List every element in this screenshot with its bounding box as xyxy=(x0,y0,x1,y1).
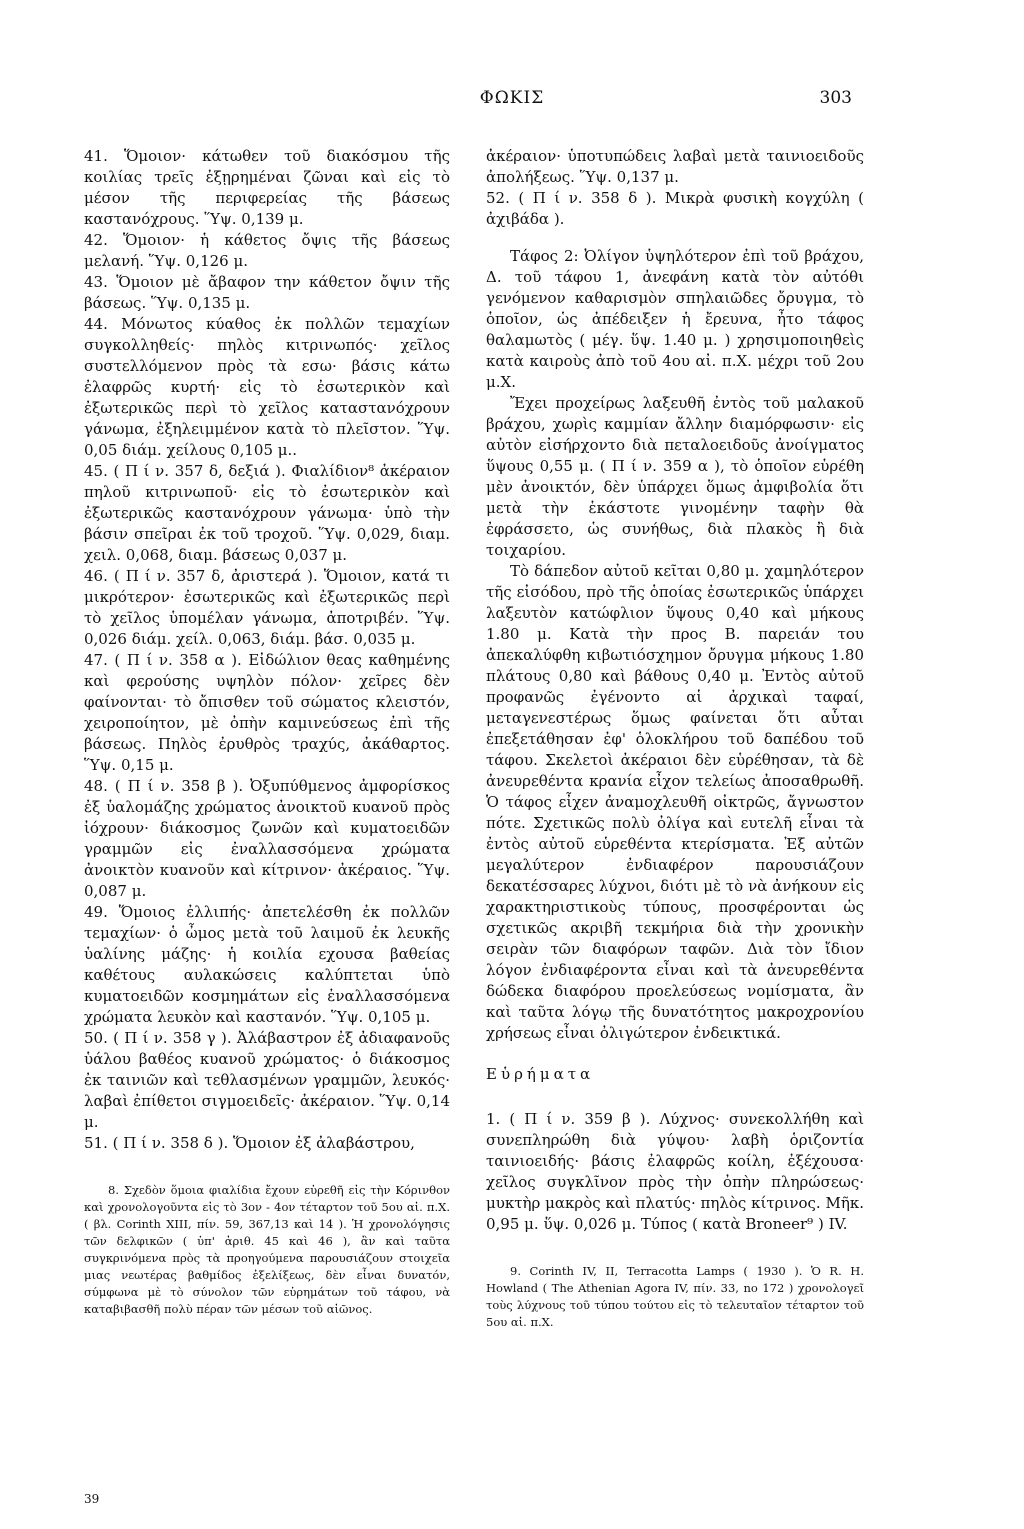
catalog-entry-44: 44. Μόνωτος κύαθος ἐκ πολλῶν τεμαχίων συγκολληθείς· πηλὸς κιτρινωπός· χεῖλος συστελλόμενον πρὸς τὰ εσω· βάσις κάτω ἐλαφρῶς κυρτή· εἰς τὸ ἐσωτερικὸν καὶ ἐξωτερικῶς περὶ τὸ χεῖλος καταστανόχρουν γάνωμα, ἐξηλειμμένον κατὰ τὸ πλεῖστον. Ὕψ. 0,05 διάμ. χείλους 0,105 μ.. xyxy=(84,315,450,459)
right-column xyxy=(486,146,864,1342)
catalog-entry-41: 41. Ὅμοιον· κάτωθεν τοῦ διακόσμου τῆς κοιλίας τρεῖς ἐξῃρημέναι ζῶναι καὶ εἰς τὸ μέσον τῆς περιφερείας τῆς βάσεως καστανόχρους. Ὕψ. 0,139 μ. xyxy=(84,147,450,228)
running-head: ΦΩΚΙΣ xyxy=(479,88,545,108)
catalog-entry-48: 48. ( Π ί ν. 358 β ). Ὀξυπύθμενος ἀμφορίσκος ἐξ ὑαλομάζης χρώματος ἀνοικτοῦ κυανοῦ πρὸς ἰόχρουν· διάκοσμος ζωνῶν καὶ κυματοειδῶν γραμμῶν εἰς ἐναλλασσόμενα χρώματα ἀνοικτὸν κυανοῦν καὶ κίτρινον· ἀκέραιος. Ὕψ. 0,087 μ. xyxy=(84,777,450,900)
catalog-entry-50: 50. ( Π ί ν. 358 γ ). Ἀλάβαστρον ἐξ ἀδιαφανοῦς ὑάλου βαθέος κυανοῦ χρώματος· ὁ διάκοσμος ἐκ ταινιῶν καὶ τεθλασμένων γραμμῶν, λευκός· λαβαὶ ἐπίθετοι σιγμοειδεῖς· ἀκέραιον. Ὕψ. 0,14 μ. xyxy=(84,1029,450,1131)
tomb-2-floor: Τὸ δάπεδον αὐτοῦ κεῖται 0,80 μ. χαμηλότερον τῆς εἰσόδου, πρὸ τῆς ὁποίας ἐσωτερικῶς ὑπάρχει λαξευτὸν κατώφλιον ὕψους 0,40 καὶ μήκους 1.80 μ. Κατὰ τὴν προς Β. παρειάν του ἀπεκαλύφθη κιβωτιόσχημον ὄρυγμα μήκους 1.80 πλάτους 0,80 καὶ βάθους 0,40 μ. Ἐντὸς αὐτοῦ προφανῶς ἐγένοντο αἱ ἀρχικαὶ ταφαί, μεταγενεστέρως ὅμως φαίνεται ὅτι αὗται ἐπεξετάθησαν ἐφ' ὁλοκλήρου τοῦ δαπέδου τοῦ τάφου. Σκελετοὶ ἀκέραιοι δὲν εὑρέθησαν, τὰ δὲ ἀνευρεθέντα κρανία εἶχον τελείως ἀποσαθρωθῆ. Ὁ τάφος εἶχεν ἀναμοχλευθῆ οἰκτρῶς, ἄγνωστον πότε. Σχετικῶς πολὺ ὀλίγα καὶ ευτελῆ εἶναι τὰ ἐντὸς αὐτοῦ εὑρεθέντα κτερίσματα. Ἐξ αὐτῶν μεγαλύτερον ἐνδιαφέρον παρουσιάζουν δεκατέσσαρες λύχνοι, διότι μὲ τὸ νὰ ἀνήκουν εἰς χαρακτηριστικοὺς τύπους, προσφέρονται ὡς σχετικῶς ακριβῆ τεκμήρια διὰ τὴν χρονικὴν σειρὰν τῶν διαφόρων ταφῶν. Διὰ τὸν ἴδιον λόγον ἐνδιαφέροντα εἶναι καὶ τὰ ἀνευρεθέντα δώδεκα διαφόρου προελεύσεως νομίσματα, ἂν καὶ ταῦτα λόγῳ τῆς δυνατότητος μακροχρονίου χρήσεως εἶναι ὀλιγώτερον ἐνδεικτικά. xyxy=(486,562,864,1042)
catalog-entry-46: 46. ( Π ί ν. 357 δ, ἀριστερά ). Ὅμοιον, κατά τι μικρότερον· ἐσωτερικῶς καὶ ἐξωτερικῶς περὶ τὸ χεῖλος ὑπομέλαν γάνωμα, ἀποτριβέν. Ὕψ. 0,026 διάμ. χείλ. 0,063, διάμ. βάσ. 0,035 μ. xyxy=(84,567,450,648)
footnote-8: 8. Σχεδὸν ὅμοια φιαλίδια ἔχουν εὑρεθῆ εἰς τὴν Κόρινθον καὶ χρονολογοῦντα εἰς τὸ 3ον - 4ον τέταρτον τοῦ 5ου αἰ. π.Χ. ( βλ. Corinth XIII, πίν. 59, 367,13 καὶ 14 ). Ἡ χρονολόγησις τῶν δελφικῶν ( ὑπ' ἀριθ. 45 καὶ 46 ), ἂν καὶ ταῦτα συγκρινόμενα πρὸς τὰ προηγούμενα παρουσιάζουν στοιχεῖα μιας νεωτέρας βαθμίδος ἐξελίξεως, δὲν εἶναι δυνατόν, σύμφωνα μὲ τὸ σύνολον τῶν εὑρημάτων τοῦ τάφου, νὰ καταβιβασθῆ πολὺ πέραν τῶν μέσων τοῦ αἰῶνος. xyxy=(84,1182,450,1316)
catalog-entry-42: 42. Ὅμοιον· ἡ κάθετος ὄψις τῆς βάσεως μελανή. Ὕψ. 0,126 μ. xyxy=(84,231,450,270)
footnote-9: 9. Corinth IV, II, Terracotta Lamps ( 1930 ). Ὁ R. H. Howland ( The Athenian Agora IV, πίν. 33, no 172 ) χρονολογεῖ τοὺς λύχνους τοῦ τύπου τούτου εἰς τὸ τελευταῖον τέταρτον τοῦ 5ου αἰ. π.Χ. xyxy=(486,1263,864,1329)
sheet-signature: 39 xyxy=(84,1492,100,1506)
section-gap xyxy=(486,230,864,246)
find-entry-1: 1. ( Π ί ν. 359 β ). Λύχνος· συνεκολλήθη καὶ συνεπληρώθη διὰ γύψου· λαβὴ ὁριζοντία ταινιοειδής· βάσις ἐλαφρῶς κοίλη, ἐξέχουσα· χεῖλος συγκλῖνον πρὸς τὴν ὀπὴν πληρώσεως· μυκτὴρ μακρὸς καὶ πλατύς· πηλὸς κίτρινος. Μῆκ. 0,95 μ. ὕψ. 0,026 μ. Τύπος ( κατὰ Broneer⁹ ) IV. xyxy=(486,1110,864,1233)
catalog-entry-47: 47. ( Π ί ν. 358 α ). Εἰδώλιον θεας καθημένης καὶ φερούσης υψηλὸν πόλον· χεῖρες δὲν φαίνονται· τὸ ὄπισθεν τοῦ σώματος κλειστόν, χειροποίητον, μὲ ὀπὴν καμινεύσεως ἐπὶ τῆς βάσεως. Πηλὸς ἐρυθρὸς τραχύς, ἀκάθαρτος. Ὕψ. 0,15 μ. xyxy=(84,651,450,774)
catalog-entry-52: 52. ( Π ί ν. 358 δ ). Μικρὰ φυσικὴ κογχύλη ( ἀχιβάδα ). xyxy=(486,189,864,228)
catalog-entry-43: 43. Ὅμοιον μὲ ἄβαφον την κάθετον ὄψιν τῆς βάσεως. Ὕψ. 0,135 μ. xyxy=(84,273,450,312)
finds-heading: Εὑρήματα xyxy=(486,1065,595,1083)
catalog-entry-49: 49. Ὅμοιος ἐλλιπής· ἀπετελέσθη ἐκ πολλῶν τεμαχίων· ὁ ὦμος μετὰ τοῦ λαιμοῦ ἐκ λευκῆς ὑαλίνης μάζης· ἡ κοιλία εχουσα βαθείας καθέτους αυλακώσεις καλύπτεται ὑπὸ κυματοειδῶν κοσμημάτων εἰς ἐναλλασσόμενα χρώματα λευκὸν καὶ καστανόν. Ὕψ. 0,105 μ. xyxy=(84,903,450,1026)
catalog-entry-51: 51. ( Π ί ν. 358 δ ). Ὅμοιον ἐξ ἀλαβάστρου, xyxy=(84,1134,415,1152)
tomb-2-intro: Τάφος 2: Ὀλίγον ὑψηλότερον ἐπὶ τοῦ βράχου, Δ. τοῦ τάφου 1, ἀνεφάνη κατὰ τὸν αὐτόθι γενόμενον καθαρισμὸν σπηλαιῶδες ὄρυγμα, τὸ ὁποῖον, ὡς ἀπέδειξεν ἡ ἔρευνα, ἦτο τάφος θαλαμωτὸς ( μέγ. ὕψ. 1.40 μ. ) χρησιμοποιηθεὶς κατὰ καιροὺς ἀπὸ τοῦ 4ου αἰ. π.Χ. μέχρι τοῦ 2ου μ.Χ. xyxy=(486,247,864,391)
footnote-separator-right xyxy=(486,1235,864,1251)
tomb-2-construction: Ἔχει προχείρως λαξευθῆ ἐντὸς τοῦ μαλακοῦ βράχου, χωρὶς καμμίαν ἄλλην διαμόρφωσιν· εἰς αὐτὸν εἰσήρχοντο διὰ πεταλοειδοῦς ἀνοίγματος ὕψους 0,55 μ. ( Π ί ν. 359 α ), τὸ ὁποῖον εὑρέθη μὲν ἀνοικτόν, δὲν ὑπάρχει ὅμως ἀμφιβολία ὅτι μετὰ τὴν ἑκάστοτε γινομένην ταφὴν θὰ ἐφράσσετο, ὡς συνήθως, διὰ πλακὸς ἢ διὰ τοιχαρίου. xyxy=(486,394,864,559)
page-header xyxy=(0,88,1024,114)
page-number: 303 xyxy=(819,88,852,108)
catalog-entry-45: 45. ( Π ί ν. 357 δ, δεξιά ). Φιαλίδιον⁸ ἀκέραιον πηλοῦ κιτρινωποῦ· εἰς τὸ ἐσωτερικὸν καὶ ἐξωτερικῶς καστανόχρουν γάνωμα· ὑπὸ τὴν βάσιν σπεῖραι ἐκ τοῦ τροχοῦ. Ὕψ. 0,029, διαμ. χειλ. 0,068, διαμ. βάσεως 0,037 μ. xyxy=(84,462,450,564)
catalog-entry-51-continuation: ἀκέραιον· ὑποτυπώδεις λαβαὶ μετὰ ταινιοειδοῦς ἀπολήξεως. Ὕψ. 0,137 μ. xyxy=(486,147,864,186)
left-column xyxy=(84,146,450,1329)
footnote-separator xyxy=(84,1154,450,1170)
